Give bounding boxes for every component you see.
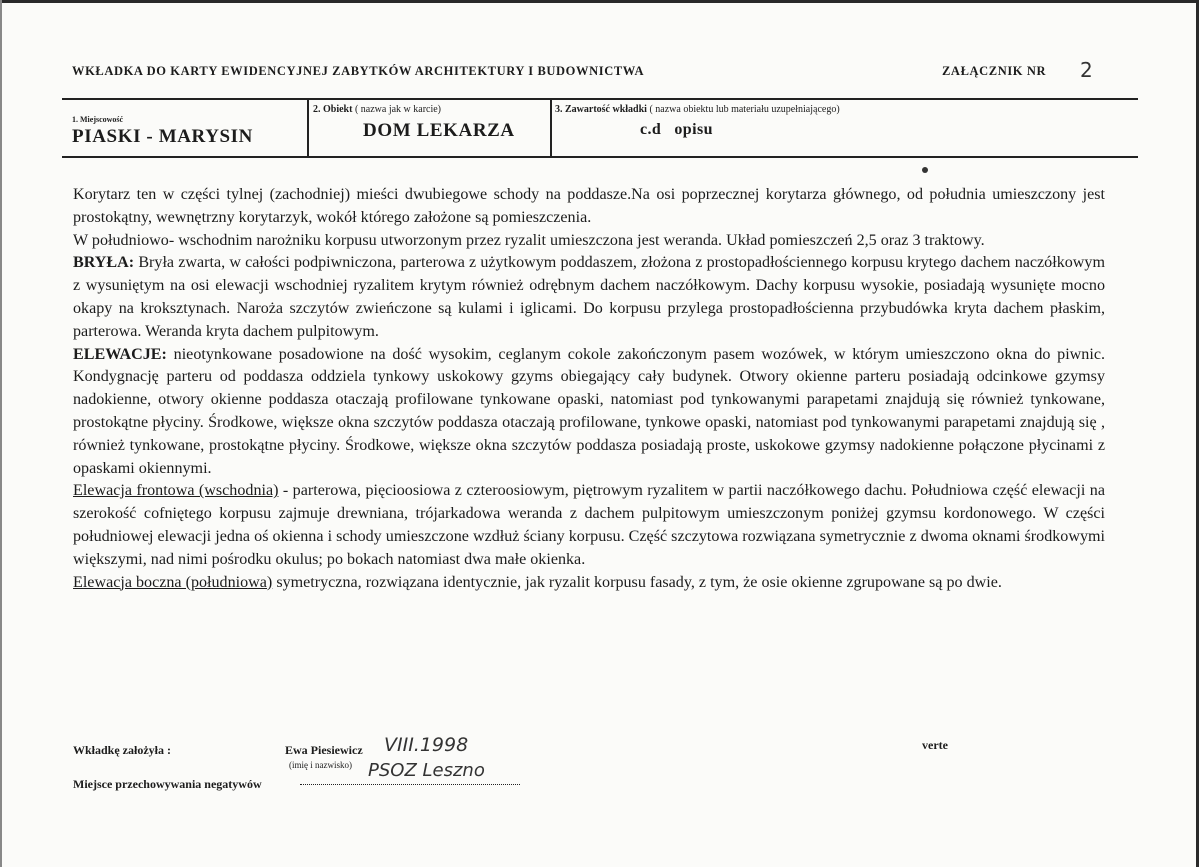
locality-label: 1. Miejscowość (72, 115, 124, 124)
paragraph-front-elevation (73, 480, 1105, 571)
paragraph-elevations (73, 344, 1105, 481)
name-note: (imię i nazwisko) (289, 760, 352, 770)
field-divider-1 (307, 99, 309, 157)
text-front-elevation: - parterowa, pięcioosiowa z czteroosiowym, piętrowym ryzalitem w partii naczółkowego dachu. Południowa część elewacji na szerokość cofniętego korpusu zajmuje drewniana, trójarkadowa weranda z dachem pulpitowym umieszczonym poniżej gzymsu kordonowego. W części południowej elewacji jedna oś okienna i schody umieszczone wzdłuż ściany korpusu. Część szczytowa rozwiązana symetrycznie z dwoma oknami środkowymi większymi, nad nimi pośrodku okulus; po bokach natomiast dwa małe okienka. (73, 482, 1105, 568)
negatives-dotted-line (300, 784, 520, 785)
field-divider-2 (550, 99, 552, 157)
scan-border-left (0, 0, 2, 867)
paragraph-veranda: W południowo- wschodnim narożniku korpusu utworzonym przez ryzalit umieszczona jest weranda. Układ pomieszczeń 2,5 oraz 3 traktowy. (73, 231, 985, 249)
content-value: c.d opisu (640, 121, 713, 138)
locality-value: PIASKI - MARYSIN (72, 126, 253, 147)
heading-side-elevation: Elewacja boczna (południowa) (73, 573, 273, 591)
text-elevations: nieotynkowane posadowione na dość wysokim, ceglanym cokole zakończonym pasem wozówek, w którym umieszczono okna do piwnic. Kondygnację parteru od poddasza oddziela tynkowy uskokowy gzyms obiegający cały budynek. Otwory okienne parteru posiadają odcinkowe gzymsy nadokienne, otwory okienne poddasza otaczają profilowane tynkowane opaski, natomiast pod tynkowanymi parapetami znajdują się również tynkowane, prostokątne płyciny. Środkowe, większe okna szczytów poddasza otaczają profilowane, tynkowe opaski, natomiast pod tynkowanymi parapetami znajdują się , również tynkowane, prostokątne płyciny. Środkowe, większe okna szczytów poddasza posiadają proste, uskokowe gzymsy nadokienne połączone płycinami z opaskami okiennymi. (73, 345, 1105, 477)
author-name: Ewa Piesiewicz (285, 743, 363, 757)
scan-border-top (0, 0, 1199, 3)
negatives-label: Miejsce przechowywania negatywów (73, 777, 262, 791)
heading-massing: BRYŁA: (73, 254, 135, 272)
paragraph-massing (73, 252, 1105, 343)
ink-dot-mark (922, 167, 928, 173)
text-side-elevation: symetryczna, rozwiązana identycznie, jak ryzalit korpusu fasady, z tym, że osie okienne zgrupowane są po dwie. (272, 573, 1002, 591)
object-label (313, 104, 441, 115)
content-label-main: 3. Zawartość wkładki (555, 104, 647, 115)
form-title: WKŁADKA DO KARTY EWIDENCYJNEJ ZABYTKÓW ARCHITEKTURY I BUDOWNICTWA (72, 64, 645, 78)
header-rule-bottom (62, 156, 1138, 158)
object-value: DOM LEKARZA (363, 120, 515, 141)
paragraph-side-elevation (73, 572, 1105, 595)
description-text (73, 184, 1105, 594)
content-label (555, 104, 840, 115)
content-label-note: ( nazwa obiektu lub materiału uzupełniającego) (649, 104, 840, 115)
handwritten-negatives-location: PSOZ Leszno (368, 760, 485, 781)
handwritten-date: VIII.1998 (384, 734, 469, 756)
heading-elevations: ELEWACJE: (73, 345, 167, 363)
verte-note: verte (922, 738, 948, 752)
text-massing: Bryła zwarta, w całości podpiwniczona, parterowa z użytkowym poddaszem, złożona z prostopadłościennego korpusu krytego dachem naczółkowym z wysuniętym na osi elewacji wschodniej ryzalitem krytym również odrębnym dachem naczółkowym. Dachy korpusu wysokie, posiadają wysunięte mocno okapy na kroksztynach. Naroża szczytów zwieńczone są kulami i iglicami. Do korpusu przylega prostopadłościenna przybudówka kryta dachem płaskim, parterowa. Weranda kryta dachem pulpitowym. (73, 254, 1105, 340)
annex-number: 2 (1080, 58, 1093, 82)
annex-label: ZAŁĄCZNIK NR (942, 64, 1047, 78)
object-label-main: 2. Obiekt (313, 104, 353, 115)
name-note-wrap (289, 757, 352, 772)
object-label-note: ( nazwa jak w karcie) (354, 104, 442, 115)
prepared-by-label: Wkładkę założyła : (73, 743, 171, 757)
paragraph-corridor: Korytarz ten w części tylnej (zachodniej) mieści dwubiegowe schody na poddasze.Na osi poprzecznej korytarza głównego, od południa umieszczony jest prostokątny, wewnętrzny korytarzyk, wokół którego założone są pomieszczenia. (73, 186, 1105, 226)
header-rule-top (62, 98, 1138, 100)
heading-front-elevation: Elewacja frontowa (wschodnia) (73, 482, 279, 500)
